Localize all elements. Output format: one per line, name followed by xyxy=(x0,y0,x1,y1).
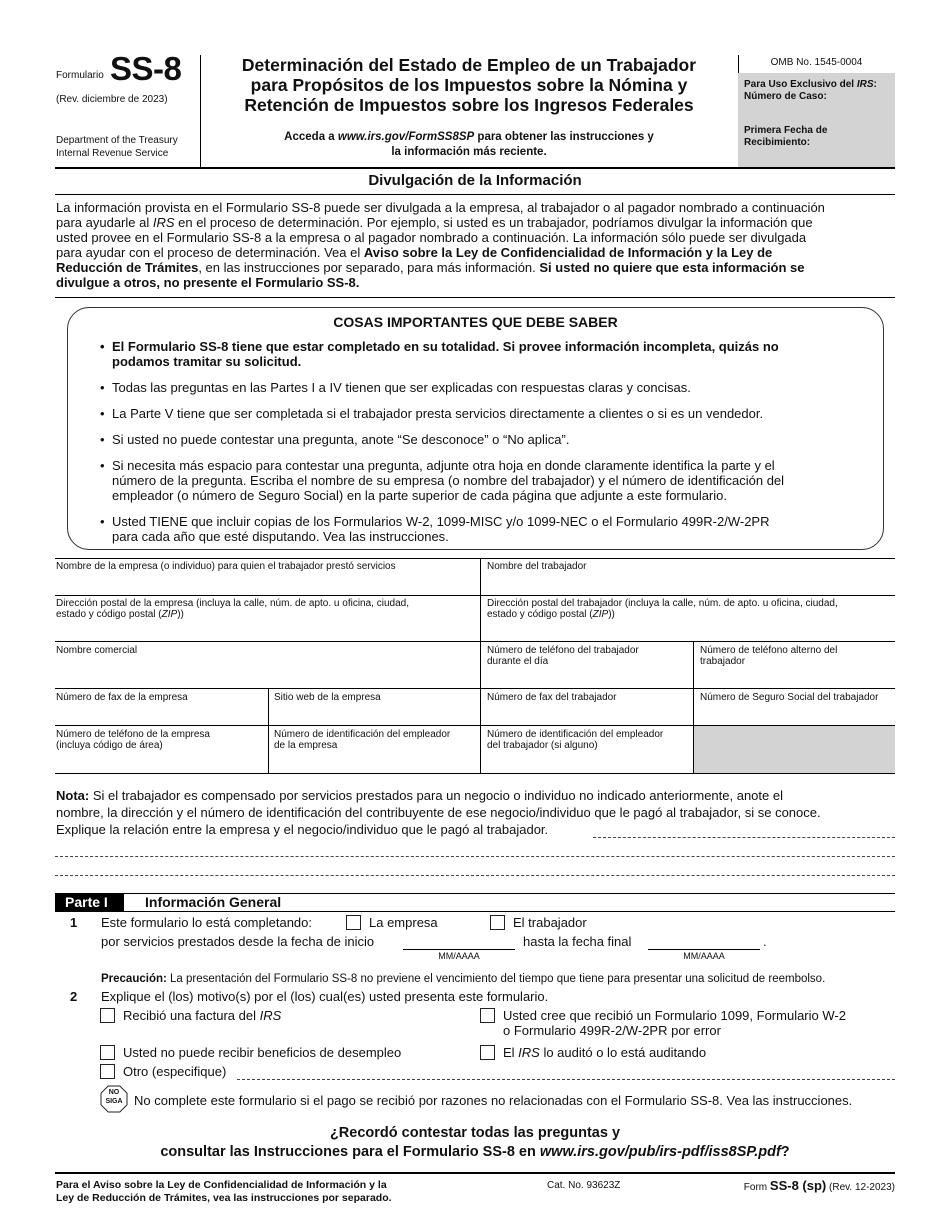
q1-start-label: por servicios prestados desde la fecha de inicio xyxy=(101,934,375,949)
worker-ein-field[interactable]: Número de identificación del empleador del trabajador (si alguno) xyxy=(487,729,664,751)
stop-icon: NO SIGA xyxy=(100,1085,128,1113)
q1-period: . xyxy=(763,934,767,949)
agency: Internal Revenue Service xyxy=(56,148,169,159)
bullet-parts-text: Todas las preguntas en las Partes I a IV tienen que ser explicadas con respuestas claras y concisas. xyxy=(112,380,691,395)
completed-by-firm-checkbox[interactable] xyxy=(346,915,361,930)
worker-ssn-field[interactable]: Número de Seguro Social del trabajador xyxy=(700,692,879,703)
form-number: SS-8 xyxy=(110,50,182,87)
firm-phone-field[interactable]: Número de teléfono de la empresa (incluya código de área) xyxy=(56,729,210,751)
reminder-text: ¿Recordó contestar todas las preguntas y consultar las Instrucciones para el Formulario SS-8 en www.irs.gov/pub/irs-pdf/iss8SP.pdf? xyxy=(160,1125,790,1160)
irs-bill-checkbox[interactable] xyxy=(100,1008,115,1023)
disclosure-heading: Divulgación de la Información xyxy=(368,172,582,189)
erroneous-form-label: Usted cree que recibió un Formulario 1099, Formulario W-2 o Formulario 499R-2/W-2PR por error xyxy=(503,1008,846,1038)
note-text: Nota: Si el trabajador es compensado por servicios prestados para un negocio o individuo no indicado anteriormente, anote el nombre, la dirección y el número de identificación del contribuyente de ese negocio/individuo que le pagó al trabajador, si se conoce. Explique la relación entre la empresa y el negocio/individuo que le pagó al trabajador. xyxy=(56,788,821,837)
erroneous-form-checkbox[interactable] xyxy=(480,1008,495,1023)
firm-name-field[interactable]: Nombre de la empresa (o individuo) para quien el trabajador prestó servicios xyxy=(56,561,396,572)
firm-website-field[interactable]: Sitio web de la empresa xyxy=(274,692,381,703)
bullet-unknown: • xyxy=(100,432,105,447)
irs-bill-label: Recibió una factura del IRS xyxy=(123,1008,282,1023)
audit-label: El IRS lo auditó o lo está auditando xyxy=(503,1045,707,1060)
bullet-copies: • xyxy=(100,514,105,529)
bullet-complete: • xyxy=(100,339,105,354)
note-answer-line-3[interactable] xyxy=(55,875,895,876)
shaded-cell xyxy=(694,726,895,773)
irs-use-box: Para Uso Exclusivo del IRS: Número de Caso: Primera Fecha de Recibimiento: xyxy=(738,73,895,167)
caution-text: Precaución: La presentación del Formulario SS-8 no previene el vencimiento del tiempo que tiene para presentar una solicitud de reembolso. xyxy=(101,973,826,985)
end-date-format: MM/AAAA xyxy=(683,951,725,961)
worker-alt-phone-field[interactable]: Número de teléfono alterno del trabajador xyxy=(700,645,838,667)
catalog-number: Cat. No. 93623Z xyxy=(547,1180,621,1191)
footer-privacy-notice: Para el Aviso sobre la Ley de Confidencialidad de Información y la Ley de Reducción de Trámites, vea las instrucciones por separado. xyxy=(56,1179,392,1204)
q2-text: Explique el (los) motivo(s) por el (los) cual(es) usted presenta este formulario. xyxy=(101,989,549,1004)
worker-name-field[interactable]: Nombre del trabajador xyxy=(487,561,587,572)
bullet-copies-text: Usted TIENE que incluir copias de los Formularios W-2, 1099-MISC y/o 1099-NEC o el Formulario 499R-2/W-2PR para cada año que esté disputando. Vea las instrucciones. xyxy=(112,514,770,544)
bullet-parts: • xyxy=(100,380,105,395)
other-specify-input[interactable] xyxy=(237,1079,895,1080)
start-date-format: MM/AAAA xyxy=(438,951,480,961)
bullet-complete-text: El Formulario SS-8 tiene que estar completado en su totalidad. Si provee información incompleta, quizás no podamos tramitar su solicitud. xyxy=(112,339,779,369)
completed-by-firm-label: La empresa xyxy=(369,915,438,930)
form-title: Determinación del Estado de Empleo de un Trabajador para Propósitos de los Impuestos sobre la Nómina y Retención de Impuestos sobre los Ingresos Federales xyxy=(241,55,697,115)
start-date-input[interactable] xyxy=(403,949,515,950)
instructions-url[interactable]: www.irs.gov/FormSS8SP xyxy=(337,131,475,143)
revision-date: (Rev. diciembre de 2023) xyxy=(56,94,168,105)
worker-address-field[interactable]: Dirección postal del trabajador (incluya la calle, núm. de apto. u oficina, ciudad, estado y código postal (ZIP)) xyxy=(487,598,838,620)
firm-fax-field[interactable]: Número de fax de la empresa xyxy=(56,692,188,703)
footer-form-id: Form SS-8 (sp) (Rev. 12-2023) xyxy=(743,1178,895,1193)
q1-number: 1 xyxy=(70,915,78,930)
bullet-more-space-text: Si necesita más espacio para contestar una pregunta, adjunte otra hoja en donde claramente identifica la parte y el número de la pregunta. Escriba el nombre de su empresa (o nombre del trabajador) y el número de identificación del empleador (o número de Seguro Social) en la parte superior de cada página que adjunte a este formulario. xyxy=(112,458,785,503)
other-checkbox[interactable] xyxy=(100,1064,115,1079)
part1-tag: Parte I xyxy=(55,894,124,911)
worker-fax-field[interactable]: Número de fax del trabajador xyxy=(487,692,617,703)
q1-end-label: hasta la fecha final xyxy=(523,934,632,949)
form-word: Formulario xyxy=(56,70,104,81)
bullet-unknown-text: Si usted no puede contestar una pregunta, anote “Se desconoce” o “No aplica”. xyxy=(112,432,570,447)
completed-by-worker-label: El trabajador xyxy=(513,915,587,930)
part1-title: Información General xyxy=(145,894,282,910)
worker-day-phone-field[interactable]: Número de teléfono del trabajador durante el día xyxy=(487,645,639,667)
bullet-part5-text: La Parte V tiene que ser completada si el trabajador presta servicios directamente a clientes o si es un vendedor. xyxy=(112,406,764,421)
bullet-more-space: • xyxy=(100,458,105,473)
end-date-input[interactable] xyxy=(648,949,760,950)
disclosure-text: La información provista en el Formulario SS-8 puede ser divulgada a la empresa, al trabajador o al pagador nombrado a continuación para ayudarle al IRS en el proceso de determinación. Por ejemplo, si usted es un trabajador, podríamos divulgar la información que usted provee en el Formulario SS-8 a la empresa o al pagador nombrado a continuación. La información sólo puede ser divulgada para ayudar con el proceso de determinación. Vea el Aviso sobre la Ley de Confidencialidad de Información y la Ley de Reducción de Trámites, en las instrucciones por separado, para más información. Si usted no quiere que esta información se divulgue a otros, no presente el Formulario SS-8. xyxy=(56,200,825,290)
unemployment-label: Usted no puede recibir beneficios de desempleo xyxy=(123,1045,402,1060)
firm-address-field[interactable]: Dirección postal de la empresa (incluya la calle, núm. de apto. u oficina, ciudad, estado y código postal (ZIP)) xyxy=(56,598,409,620)
other-label: Otro (especifique) xyxy=(123,1064,227,1079)
bullet-part5: • xyxy=(100,406,105,421)
nosiga-text: No complete este formulario si el pago se recibió por razones no relacionadas con el Formulario SS-8. Vea las instrucciones. xyxy=(134,1093,853,1108)
omb-number: OMB No. 1545-0004 xyxy=(770,57,863,68)
q2-number: 2 xyxy=(70,989,78,1004)
instructions-link: Acceda a www.irs.gov/FormSS8SP para obtener las instrucciones y la información más reciente. xyxy=(284,131,654,158)
important-heading: COSAS IMPORTANTES QUE DEBE SABER xyxy=(333,314,618,330)
firm-ein-field[interactable]: Número de identificación del empleador de la empresa xyxy=(274,729,451,751)
audit-checkbox[interactable] xyxy=(480,1045,495,1060)
q1-text: Este formulario lo está completando: xyxy=(101,915,312,930)
note-answer-line-2[interactable] xyxy=(55,856,895,857)
trade-name-field[interactable]: Nombre comercial xyxy=(56,645,138,656)
completed-by-worker-checkbox[interactable] xyxy=(490,915,505,930)
unemployment-checkbox[interactable] xyxy=(100,1045,115,1060)
note-answer-line-1[interactable] xyxy=(593,837,895,838)
instructions-pdf-url[interactable]: www.irs.gov/pub/irs-pdf/iss8SP.pdf xyxy=(539,1144,781,1160)
department: Department of the Treasury xyxy=(56,135,178,146)
